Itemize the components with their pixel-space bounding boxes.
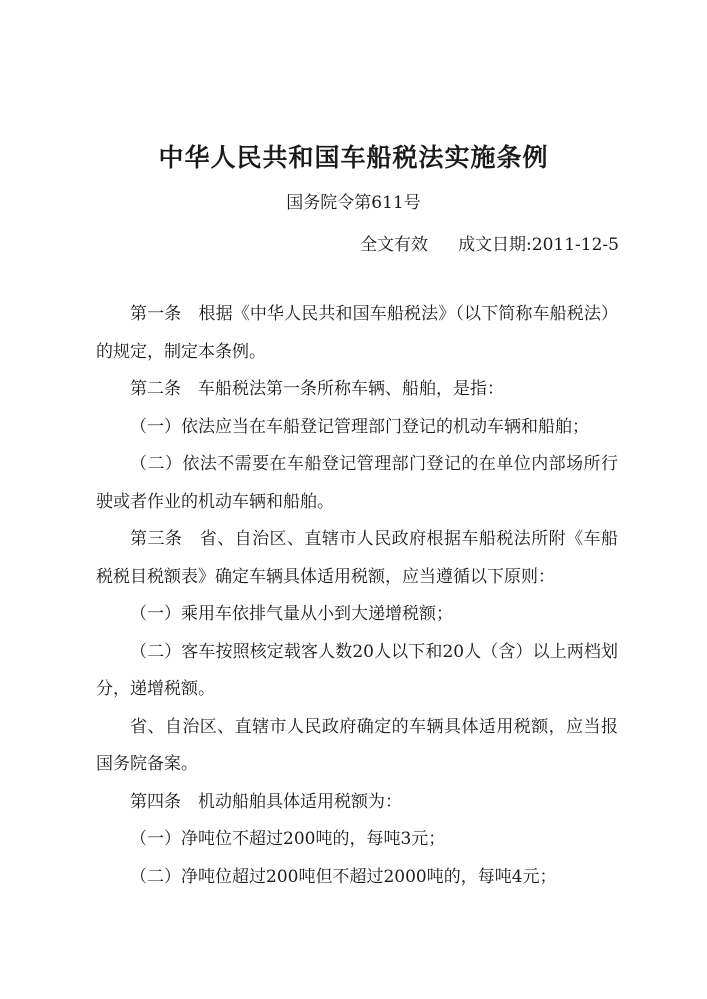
document-body bbox=[96, 296, 618, 896]
paragraph: 第二条 车船税法第一条所称车辆、船舶，是指： bbox=[130, 379, 504, 399]
paragraph: （一）依法应当在车船登记管理部门登记的机动车辆和船舶； bbox=[130, 416, 589, 437]
paragraph: （一）乘用车依排气量从小到大递增税额； bbox=[130, 604, 453, 624]
paragraph: 第四条 机动船舶具体适用税额为： bbox=[130, 791, 402, 812]
paragraph: （二）净吨位超过200吨但不超过2000吨的，每吨4元； bbox=[130, 866, 557, 887]
paragraph: （二）依法不需要在车船登记管理部门登记的在单位内部场所行驶或者作业的机动车辆和船舶。 bbox=[96, 454, 618, 512]
paragraph: 省、自治区、直辖市人民政府确定的车辆具体适用税额，应当报国务院备案。 bbox=[96, 716, 618, 774]
paragraph: 第一条 根据《中华人民共和国车船税法》（以下简称车船税法）的规定，制定本条例。 bbox=[96, 304, 618, 362]
paragraph: （二）客车按照核定载客人数20人以下和20人（含）以上两档划分，递增税额。 bbox=[96, 641, 618, 699]
paragraph: （一）净吨位不超过200吨的，每吨3元； bbox=[130, 829, 446, 849]
document-title: 中华人民共和国车船税法实施条例 bbox=[158, 143, 549, 172]
paragraph: 第三条 省、自治区、直辖市人民政府根据车船税法所附《车船税税目税额表》确定车辆具体适用税额，应当遵循以下原则： bbox=[96, 529, 618, 587]
document-meta bbox=[360, 230, 619, 255]
validity-status: 全文有效 bbox=[360, 235, 429, 255]
document-subtitle: 国务院令第611号 bbox=[286, 193, 421, 213]
issue-date: 成文日期:2011-12-5 bbox=[458, 235, 619, 255]
